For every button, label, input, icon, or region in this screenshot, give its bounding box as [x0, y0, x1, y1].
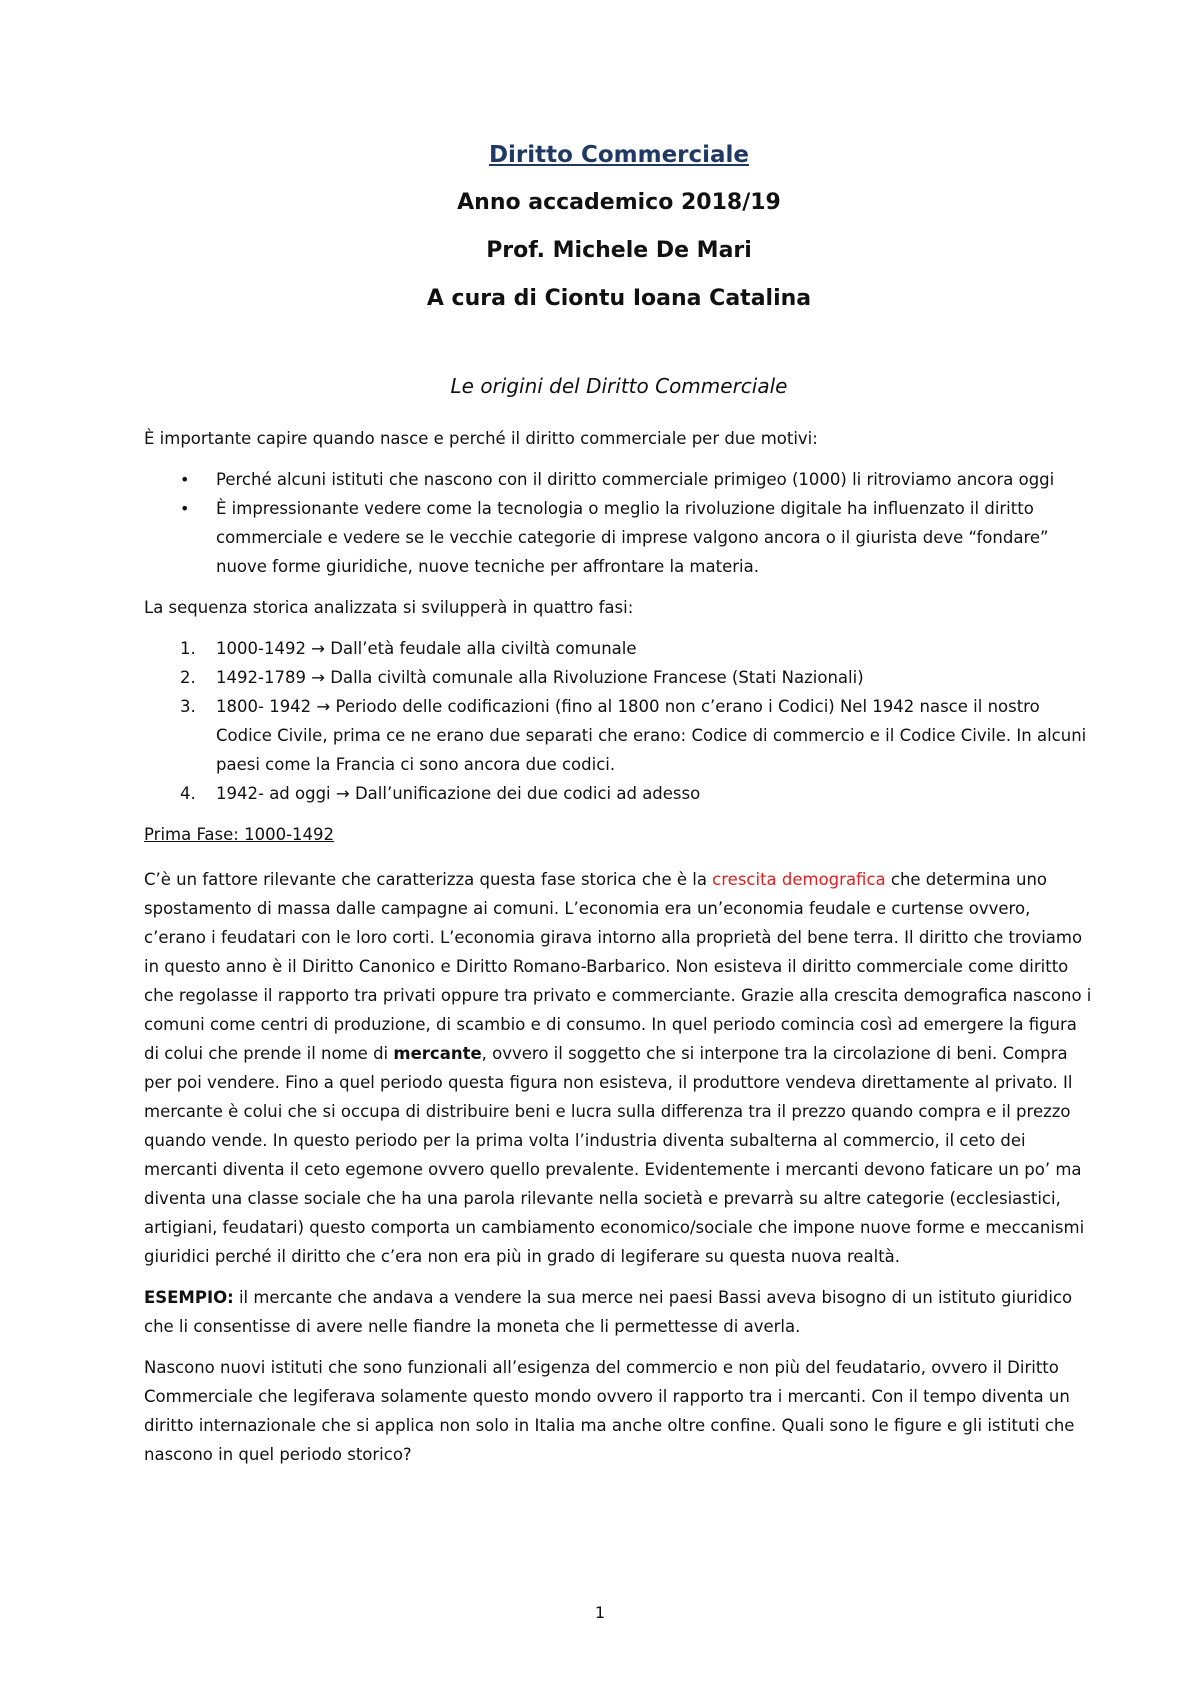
doc-title-wrapper — [144, 140, 1094, 188]
reasons-list — [144, 465, 1094, 581]
list-item-text: Perché alcuni istituti che nascono con il diritto commerciale primigeo (1000) li ritroviamo ancora oggi — [216, 470, 1055, 489]
bullet-icon: • — [180, 470, 190, 489]
paragraph-text: C’è un fattore rilevante che caratterizza questa fase storica che è la — [144, 870, 713, 889]
bold-term: mercante — [393, 1044, 482, 1063]
list-item — [144, 465, 1094, 494]
section-title: Le origini del Diritto Commerciale — [450, 374, 788, 398]
list-item-text: È impressionante vedere come la tecnologia o meglio la rivoluzione digitale ha influenzato il diritto commerciale e vedere se le vecchie categorie di imprese valgono ancora o il giurista deve “fondare” nuove forme giuridiche, nuove tecniche per affrontare la materia. — [216, 499, 1049, 576]
list-item — [144, 494, 1094, 581]
doc-title: Diritto Commerciale — [488, 142, 750, 168]
phase-heading: Prima Fase: 1000-1492 — [144, 825, 335, 844]
title-block — [144, 140, 1094, 314]
list-item — [144, 692, 1094, 779]
paragraph-text: , ovvero il soggetto che si interpone tra la circolazione di beni. Compra per poi vendere. Fino a quel periodo questa figura non esisteva, il produttore vendeva direttamente al privato. Il mercante è colui che si occupa di distribuire beni e lucra sulla differenza tra il prezzo quando compra e il prezzo quando vende. In questo periodo per la prima volta l’industria diventa subalterna al commercio, il ceto dei mercanti diventa il ceto egemone ovvero quello prevalente. Evidentemente i mercanti devono faticare un po’ ma diventa una classe sociale che ha una parola rilevante nella società e prevarrà su altre categorie (ecclesiastici, artigiani, feudatari) questo comporta un cambiamento economico/sociale che impone nuove forme e meccanismi giuridici perché il diritto che c’era non era più in grado di legiferare su questa nuova realtà. — [144, 1044, 1085, 1266]
list-item-text: 1000-1492 → Dall’età feudale alla civiltà comunale — [216, 639, 637, 658]
list-number: 1. — [180, 639, 196, 658]
list-item — [144, 779, 1094, 808]
list-item-text: 1800- 1942 → Periodo delle codificazioni (fino al 1800 non c’erano i Codici) Nel 1942 nasce il nostro Codice Civile, prima ce ne erano due separati che erano: Codice di commercio e il Codice Civile. In alcuni paesi come la Francia ci sono ancora due codici. — [216, 697, 1087, 774]
page-number: 1 — [594, 1603, 606, 1622]
list-number: 2. — [180, 668, 196, 687]
example-text: il mercante che andava a vendere la sua merce nei paesi Bassi aveva bisogno di un istituto giuridico che li consentisse di avere nelle fiandre la moneta che li permettesse di averla. — [144, 1288, 1073, 1336]
closing-paragraph: Nascono nuovi istituti che sono funzionali all’esigenza del commercio e non più del feudatario, ovvero il Diritto Commerciale che legiferava solamente questo mondo ovvero il rapporto tra i mercanti. Con il tempo diventa un diritto internazionale che si applica non solo in Italia ma anche oltre confine. Quali sono le figure e gli istituti che nascono in quel periodo storico? — [144, 1358, 1075, 1464]
professor-name: Prof. Michele De Mari — [486, 238, 752, 263]
list-number: 3. — [180, 697, 196, 716]
page-content — [144, 140, 1094, 1481]
author-credit: A cura di Ciontu Ioana Catalina — [426, 286, 812, 311]
first-phase-paragraph — [144, 865, 1094, 1271]
list-item — [144, 634, 1094, 663]
highlighted-term: crescita demografica — [712, 870, 886, 889]
paragraph-text: che determina uno spostamento di massa dalle campagne ai comuni. L’economia era un’economia feudale e curtense ovvero, c’erano i feudatari con le loro corti. L’economia girava intorno alla proprietà del bene terra. Il diritto che troviamo in questo anno è il Diritto Canonico e Diritto Romano-Barbarico. Non esisteva il diritto commerciale come diritto che regolasse il rapporto tra privati oppure tra privato e commerciante. Grazie alla crescita demografica nascono i comuni come centri di produzione, di scambio e di consumo. In quel periodo comincia così ad emergere la figura di colui che prende il nome di — [144, 870, 1092, 1063]
sequence-intro: La sequenza storica analizzata si svilupperà in quattro fasi: — [144, 598, 634, 617]
example-paragraph — [144, 1283, 1094, 1341]
example-label: ESEMPIO: — [144, 1288, 234, 1307]
list-item-text: 1492-1789 → Dalla civiltà comunale alla Rivoluzione Francese (Stati Nazionali) — [216, 668, 864, 687]
bullet-icon: • — [180, 499, 190, 518]
list-item — [144, 663, 1094, 692]
list-item-text: 1942- ad oggi → Dall’unificazione dei due codici ad adesso — [216, 784, 701, 803]
list-number: 4. — [180, 784, 196, 803]
phases-list — [144, 634, 1094, 808]
academic-year: Anno accademico 2018/19 — [457, 190, 781, 215]
intro-paragraph: È importante capire quando nasce e perché il diritto commerciale per due motivi: — [144, 429, 818, 448]
